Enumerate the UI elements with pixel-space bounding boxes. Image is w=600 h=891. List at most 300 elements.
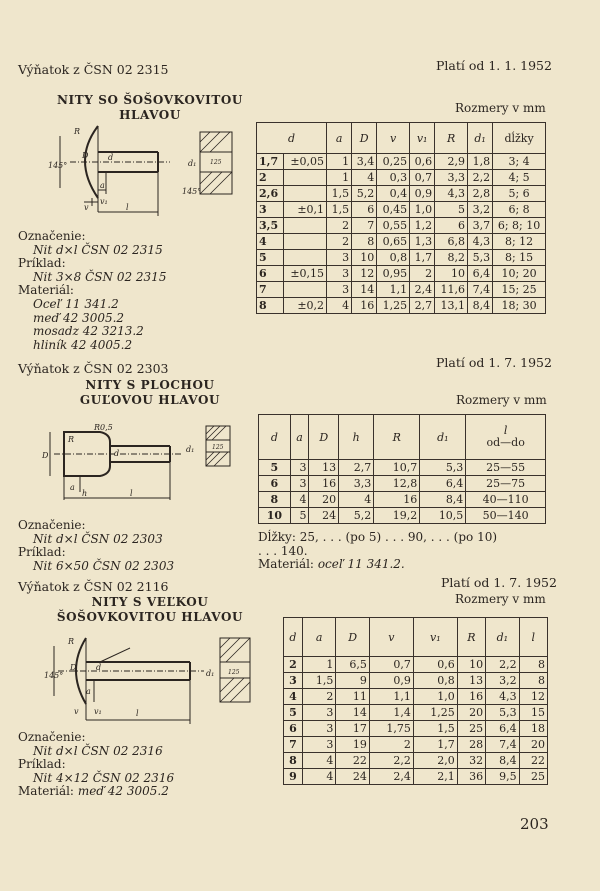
table-cell: 0,55 xyxy=(377,218,410,234)
table-cell: 1,1 xyxy=(377,282,410,298)
table-cell: 13,1 xyxy=(435,298,468,314)
label-priklad: Príklad: xyxy=(18,256,66,271)
table-cell: 28 xyxy=(457,737,485,753)
table-cell: 2,2 xyxy=(369,753,413,769)
table-cell: 18; 30 xyxy=(493,298,546,314)
table-cell: 8,4 xyxy=(420,492,466,508)
table-row xyxy=(257,202,546,218)
table-cell: 6; 8 xyxy=(493,202,546,218)
table-cell: 20 xyxy=(309,492,339,508)
table-cell: 9 xyxy=(336,673,370,689)
table-cell: 5 xyxy=(435,202,468,218)
table-cell: 2,4 xyxy=(369,769,413,785)
material-item: Oceľ 11 341.2 xyxy=(33,296,119,311)
table-cell: 2,9 xyxy=(435,154,468,170)
table-row xyxy=(257,266,546,282)
valid-from-2: Platí od 1. 7. 1952 xyxy=(436,355,552,370)
label-priklad: Príklad: xyxy=(18,545,66,560)
table-row xyxy=(257,234,546,250)
table-cell: 3 xyxy=(284,673,303,689)
title-line: ŠOŠOVKOVITOU HLAVOU xyxy=(56,610,244,624)
table-cell: 7,4 xyxy=(468,282,493,298)
label-l-2: l xyxy=(130,489,133,498)
table-cell: 1,0 xyxy=(410,202,435,218)
table-cell: 6,4 xyxy=(420,476,466,492)
table-cell: 0,25 xyxy=(377,154,410,170)
col-header: v₁ xyxy=(413,618,457,657)
table-cell: 16 xyxy=(374,492,420,508)
col-header: D xyxy=(309,415,339,460)
col-header: h xyxy=(339,415,374,460)
table-cell: 5 xyxy=(259,460,291,476)
label-material: Materiál: xyxy=(258,557,314,571)
label-d1: d₁ xyxy=(188,159,197,168)
hole-section-drawing-1 xyxy=(180,126,240,206)
label-pitch: 125 xyxy=(210,159,222,166)
label-d1-3: d₁ xyxy=(206,669,215,678)
table-row xyxy=(257,218,546,234)
table-cell: 3; 4 xyxy=(493,154,546,170)
material-item: hliník 42 4005.2 xyxy=(33,337,133,352)
label-a-3: a xyxy=(86,687,91,696)
table-cell: 25—55 xyxy=(466,460,546,476)
table-cell: 2,7 xyxy=(339,460,374,476)
table-row xyxy=(284,689,548,705)
table-cell: 0,8 xyxy=(413,673,457,689)
section-title-3 xyxy=(40,595,260,625)
notes-2 xyxy=(18,519,174,573)
table-cell: 1 xyxy=(327,170,352,186)
table-row xyxy=(257,170,546,186)
table-cell: 0,45 xyxy=(377,202,410,218)
table-cell: 22 xyxy=(336,753,370,769)
hole-section-drawing-2 xyxy=(176,422,240,472)
table-cell: 25 xyxy=(519,769,547,785)
table-row xyxy=(284,769,548,785)
page-number: 203 xyxy=(520,815,549,833)
table-cell: 10; 20 xyxy=(493,266,546,282)
col-header-l: l xyxy=(503,424,508,437)
col-header: v₁ xyxy=(410,123,435,154)
table-cell: 3,3 xyxy=(339,476,374,492)
table-cell: 10 xyxy=(435,266,468,282)
table-cell: 9,5 xyxy=(486,769,520,785)
col-header: d xyxy=(259,415,291,460)
table-cell: 1,1 xyxy=(369,689,413,705)
table-cell: 1,7 xyxy=(413,737,457,753)
title-line: HLAVOU xyxy=(119,108,181,122)
notes-3 xyxy=(18,731,174,799)
table-cell: 1,2 xyxy=(410,218,435,234)
material-value: oceľ 11 341.2. xyxy=(317,557,405,571)
notes-1 xyxy=(18,230,166,352)
table-cell: 3 xyxy=(302,737,336,753)
material-item: mosadz 42 3213.2 xyxy=(33,324,144,339)
table-cell: 15 xyxy=(519,705,547,721)
table-cell: 1 xyxy=(327,154,352,170)
table-cell: 3 xyxy=(290,460,309,476)
label-R05: R0,5 xyxy=(94,423,113,432)
table-cell: 25 xyxy=(457,721,485,737)
table-cell: 4 xyxy=(284,689,303,705)
table-cell: 20 xyxy=(457,705,485,721)
table-cell: 0,6 xyxy=(413,657,457,673)
table-cell: 16 xyxy=(309,476,339,492)
dimension-table-1 xyxy=(256,122,546,314)
table-cell: 0,3 xyxy=(377,170,410,186)
col-header: d₁ xyxy=(420,415,466,460)
table-row xyxy=(284,673,548,689)
excerpt-2: Výňatok z ČSN 02 2303 xyxy=(18,361,169,376)
table-cell: 5 xyxy=(290,508,309,524)
table-cell: ±0,2 xyxy=(283,298,326,314)
col-header: d₁ xyxy=(468,123,493,154)
table-cell xyxy=(283,170,326,186)
label-v-3: v xyxy=(74,707,79,716)
title-line: NITY SO ŠOŠOVKOVITOU xyxy=(56,93,243,107)
table-cell: 3 xyxy=(302,705,336,721)
table-cell: 0,9 xyxy=(410,186,435,202)
table-cell: 1,5 xyxy=(327,202,352,218)
table-cell: 11 xyxy=(336,689,370,705)
label-oznacenie: Označenie: xyxy=(18,730,86,744)
table-cell: 4 xyxy=(302,769,336,785)
table-cell: 5; 6 xyxy=(493,186,546,202)
table-cell: 8 xyxy=(352,234,377,250)
table-cell: 10,7 xyxy=(374,460,420,476)
table-cell: 2,2 xyxy=(468,170,493,186)
table-cell: 3 xyxy=(257,202,284,218)
col-header: R xyxy=(457,618,485,657)
table-cell: 8,2 xyxy=(435,250,468,266)
col-header: v xyxy=(377,123,410,154)
table-cell xyxy=(283,234,326,250)
col-header: dĺžky xyxy=(493,123,546,154)
label-angle-3: 145° xyxy=(44,671,64,680)
table-cell: 5,2 xyxy=(352,186,377,202)
table-cell: 18 xyxy=(519,721,547,737)
table-cell: 1,25 xyxy=(377,298,410,314)
material-line-3 xyxy=(18,785,174,799)
label-d-3: d xyxy=(96,663,102,672)
priklad-value: Nit 6×50 ČSN 02 2303 xyxy=(33,558,175,573)
table-cell: 22 xyxy=(519,753,547,769)
oznacenie-value: Nit d×l ČSN 02 2303 xyxy=(33,531,163,546)
table-cell: 10,5 xyxy=(420,508,466,524)
table-cell: 12,8 xyxy=(374,476,420,492)
table-row xyxy=(257,154,546,170)
table-cell xyxy=(283,186,326,202)
label-priklad: Príklad: xyxy=(18,757,66,772)
label-oznacenie: Označenie: xyxy=(18,229,86,243)
priklad-value: Nit 4×12 ČSN 02 2316 xyxy=(33,770,175,785)
col-header: D xyxy=(336,618,370,657)
label-v1: v₁ xyxy=(100,197,108,206)
table-row xyxy=(257,186,546,202)
table-header-row xyxy=(259,415,546,460)
table-cell: 3 xyxy=(327,266,352,282)
table-cell: 6; 8; 10 xyxy=(493,218,546,234)
table-header-row xyxy=(284,618,548,657)
table-cell: 3,2 xyxy=(486,673,520,689)
table-row xyxy=(284,753,548,769)
table-cell: 0,6 xyxy=(410,154,435,170)
table-row xyxy=(259,492,546,508)
col-header: d xyxy=(284,618,303,657)
table-cell: 7,4 xyxy=(486,737,520,753)
label-l: l xyxy=(126,203,129,212)
table-cell: 1,25 xyxy=(413,705,457,721)
col-header: D xyxy=(352,123,377,154)
table-cell: 20 xyxy=(519,737,547,753)
oznacenie-value: Nit d×l ČSN 02 2315 xyxy=(33,242,163,257)
col-header: a xyxy=(302,618,336,657)
table-cell: 50—140 xyxy=(466,508,546,524)
label-a-2: a xyxy=(70,483,75,492)
table-cell: 3 xyxy=(302,721,336,737)
table-cell: 6,8 xyxy=(435,234,468,250)
table-cell: 3,2 xyxy=(468,202,493,218)
table-row xyxy=(259,460,546,476)
table-cell: 8 xyxy=(257,298,284,314)
table-cell: 2 xyxy=(257,170,284,186)
material-item: meď 42 3005.2 xyxy=(33,310,125,325)
table-cell: 5,3 xyxy=(486,705,520,721)
table-row xyxy=(257,298,546,314)
table-cell: 10 xyxy=(352,250,377,266)
label-angle: 145° xyxy=(48,161,68,170)
table-cell: 1,3 xyxy=(410,234,435,250)
table-cell: 0,65 xyxy=(377,234,410,250)
dimension-table-3 xyxy=(283,617,548,785)
table-cell: 6 xyxy=(435,218,468,234)
table-cell: 24 xyxy=(309,508,339,524)
table-cell: 4,3 xyxy=(468,234,493,250)
table-cell: 14 xyxy=(352,282,377,298)
table-cell: 4 xyxy=(327,298,352,314)
table-cell: 2,7 xyxy=(410,298,435,314)
col-header: d xyxy=(257,123,327,154)
label-pitch-2: 125 xyxy=(212,444,224,451)
title-line: NITY S VEĽKOU xyxy=(91,595,209,609)
table-cell: 2 xyxy=(327,234,352,250)
label-R: R xyxy=(74,127,81,136)
label-material: Materiál: xyxy=(18,283,74,298)
table-cell: 4 xyxy=(339,492,374,508)
table-cell: 2 xyxy=(302,689,336,705)
table-cell: 8,4 xyxy=(486,753,520,769)
table-cell: 2,1 xyxy=(413,769,457,785)
table-cell: 8 xyxy=(519,673,547,689)
label-R-3: R xyxy=(68,637,75,646)
table-cell: 2,6 xyxy=(257,186,284,202)
table-cell: 0,9 xyxy=(369,673,413,689)
table-cell: 13 xyxy=(457,673,485,689)
table-cell: ±0,1 xyxy=(283,202,326,218)
table-row xyxy=(284,737,548,753)
table-row xyxy=(259,508,546,524)
table-cell: 2 xyxy=(369,737,413,753)
table-cell: ±0,15 xyxy=(283,266,326,282)
oznacenie-value: Nit d×l ČSN 02 2316 xyxy=(33,743,163,758)
col-header: a xyxy=(290,415,309,460)
table-cell: 6 xyxy=(257,266,284,282)
table-cell: 2 xyxy=(327,218,352,234)
table-cell: 2,2 xyxy=(486,657,520,673)
table-cell: 10 xyxy=(259,508,291,524)
table-cell: 0,7 xyxy=(369,657,413,673)
valid-from-3: Platí od 1. 7. 1952 xyxy=(441,575,557,590)
table-cell: 3,7 xyxy=(468,218,493,234)
table-cell: 24 xyxy=(336,769,370,785)
table-row xyxy=(284,705,548,721)
table-cell: 1,8 xyxy=(468,154,493,170)
table-cell: 2,0 xyxy=(413,753,457,769)
table-cell: 7 xyxy=(352,218,377,234)
table-header-row xyxy=(257,123,546,154)
table-cell: 13 xyxy=(309,460,339,476)
table-cell: 12 xyxy=(352,266,377,282)
col-header: d₁ xyxy=(486,618,520,657)
table-cell: 2,4 xyxy=(410,282,435,298)
table-cell: 4,3 xyxy=(435,186,468,202)
table-cell: 4 xyxy=(257,234,284,250)
table-cell: 1,5 xyxy=(327,186,352,202)
dims-note-2: Rozmery v mm xyxy=(456,393,547,407)
table-cell: 11,6 xyxy=(435,282,468,298)
table-row xyxy=(257,282,546,298)
table-cell: 36 xyxy=(457,769,485,785)
label-v: v xyxy=(84,203,89,212)
col-header xyxy=(466,415,546,460)
dims-note-3: Rozmery v mm xyxy=(455,592,546,606)
table-cell: 6,4 xyxy=(486,721,520,737)
col-header: a xyxy=(327,123,352,154)
table-cell: 14 xyxy=(336,705,370,721)
label-D: D xyxy=(82,151,89,160)
table-cell: 1,5 xyxy=(302,673,336,689)
table-cell: 19,2 xyxy=(374,508,420,524)
table-cell: 4; 5 xyxy=(493,170,546,186)
label-oznacenie: Označenie: xyxy=(18,518,86,532)
table-cell: 0,8 xyxy=(377,250,410,266)
table-cell: ±0,05 xyxy=(283,154,326,170)
table-cell: 15; 25 xyxy=(493,282,546,298)
dims-note-1: Rozmery v mm xyxy=(455,101,546,115)
table-cell: 1,0 xyxy=(413,689,457,705)
table-cell: 1,75 xyxy=(369,721,413,737)
title-line: GUĽOVOU HLAVOU xyxy=(79,393,221,407)
title-line: NITY S PLOCHOU xyxy=(85,378,215,392)
table-cell: 16 xyxy=(352,298,377,314)
table-cell: 10 xyxy=(457,657,485,673)
label-v1-3: v₁ xyxy=(94,707,102,716)
label-D-2: D xyxy=(42,451,49,460)
table-cell: 7 xyxy=(257,282,284,298)
col-header: l xyxy=(519,618,547,657)
label-d-2: d xyxy=(114,449,120,458)
table-cell: 5,3 xyxy=(468,250,493,266)
col-header: R xyxy=(374,415,420,460)
table-cell: 25—75 xyxy=(466,476,546,492)
table-cell: 12 xyxy=(519,689,547,705)
priklad-value: Nit 3×8 ČSN 02 2315 xyxy=(33,269,167,284)
label-h: h xyxy=(82,489,88,498)
lengths-line: Dĺžky: 25, . . . (po 5) . . . 90, . . . (po 10) xyxy=(258,530,498,544)
material-value: meď 42 3005.2 xyxy=(77,784,169,799)
table-cell: 5,3 xyxy=(420,460,466,476)
lengths-line: . . . 140. xyxy=(258,543,308,558)
hole-section-drawing-3 xyxy=(196,634,256,710)
excerpt-1: Výňatok z ČSN 02 2315 xyxy=(18,62,169,77)
table-row xyxy=(284,657,548,673)
table-cell: 1,7 xyxy=(410,250,435,266)
label-R-2: R xyxy=(68,435,75,444)
table-row xyxy=(257,250,546,266)
table-cell: 6 xyxy=(259,476,291,492)
table-cell: 16 xyxy=(457,689,485,705)
table-cell: 3 xyxy=(290,476,309,492)
table-cell: 17 xyxy=(336,721,370,737)
table-cell: 8; 12 xyxy=(493,234,546,250)
table-cell: 3,4 xyxy=(352,154,377,170)
col-header: R xyxy=(435,123,468,154)
table-cell xyxy=(283,282,326,298)
label-material: Materiál: xyxy=(18,784,74,799)
label-d: d xyxy=(108,153,114,162)
table-cell xyxy=(283,218,326,234)
col-header: v xyxy=(369,618,413,657)
table-row xyxy=(284,721,548,737)
excerpt-3: Výňatok z ČSN 02 2116 xyxy=(18,579,169,594)
table-cell: 8 xyxy=(284,753,303,769)
table-cell xyxy=(283,250,326,266)
table-cell: 32 xyxy=(457,753,485,769)
table-cell: 8; 15 xyxy=(493,250,546,266)
label-l-3: l xyxy=(136,709,139,718)
table-cell: 19 xyxy=(336,737,370,753)
table-cell: 5,2 xyxy=(339,508,374,524)
table-cell: 4 xyxy=(290,492,309,508)
section-title-2 xyxy=(40,378,260,408)
table-cell: 2 xyxy=(284,657,303,673)
table-cell: 0,7 xyxy=(410,170,435,186)
table-cell: 3,3 xyxy=(435,170,468,186)
dimension-table-2 xyxy=(258,414,546,524)
table-cell: 1 xyxy=(302,657,336,673)
table-cell: 3 xyxy=(327,250,352,266)
table-cell: 1,5 xyxy=(413,721,457,737)
table-cell: 3,5 xyxy=(257,218,284,234)
table-row xyxy=(259,476,546,492)
table-cell: 2 xyxy=(410,266,435,282)
valid-from-1: Platí od 1. 1. 1952 xyxy=(436,58,552,73)
table-cell: 0,95 xyxy=(377,266,410,282)
table-cell: 8 xyxy=(259,492,291,508)
table-cell: 1,7 xyxy=(257,154,284,170)
table-cell: 7 xyxy=(284,737,303,753)
table-cell: 4 xyxy=(352,170,377,186)
label-d1-2: d₁ xyxy=(186,445,195,454)
label-a: a xyxy=(100,181,105,190)
table-cell: 8 xyxy=(519,657,547,673)
table-cell: 2,8 xyxy=(468,186,493,202)
table-cell: 5 xyxy=(284,705,303,721)
table-cell: 3 xyxy=(327,282,352,298)
label-angle-2: 145° xyxy=(182,187,202,196)
table-cell: 4,3 xyxy=(486,689,520,705)
table-cell: 6,4 xyxy=(468,266,493,282)
